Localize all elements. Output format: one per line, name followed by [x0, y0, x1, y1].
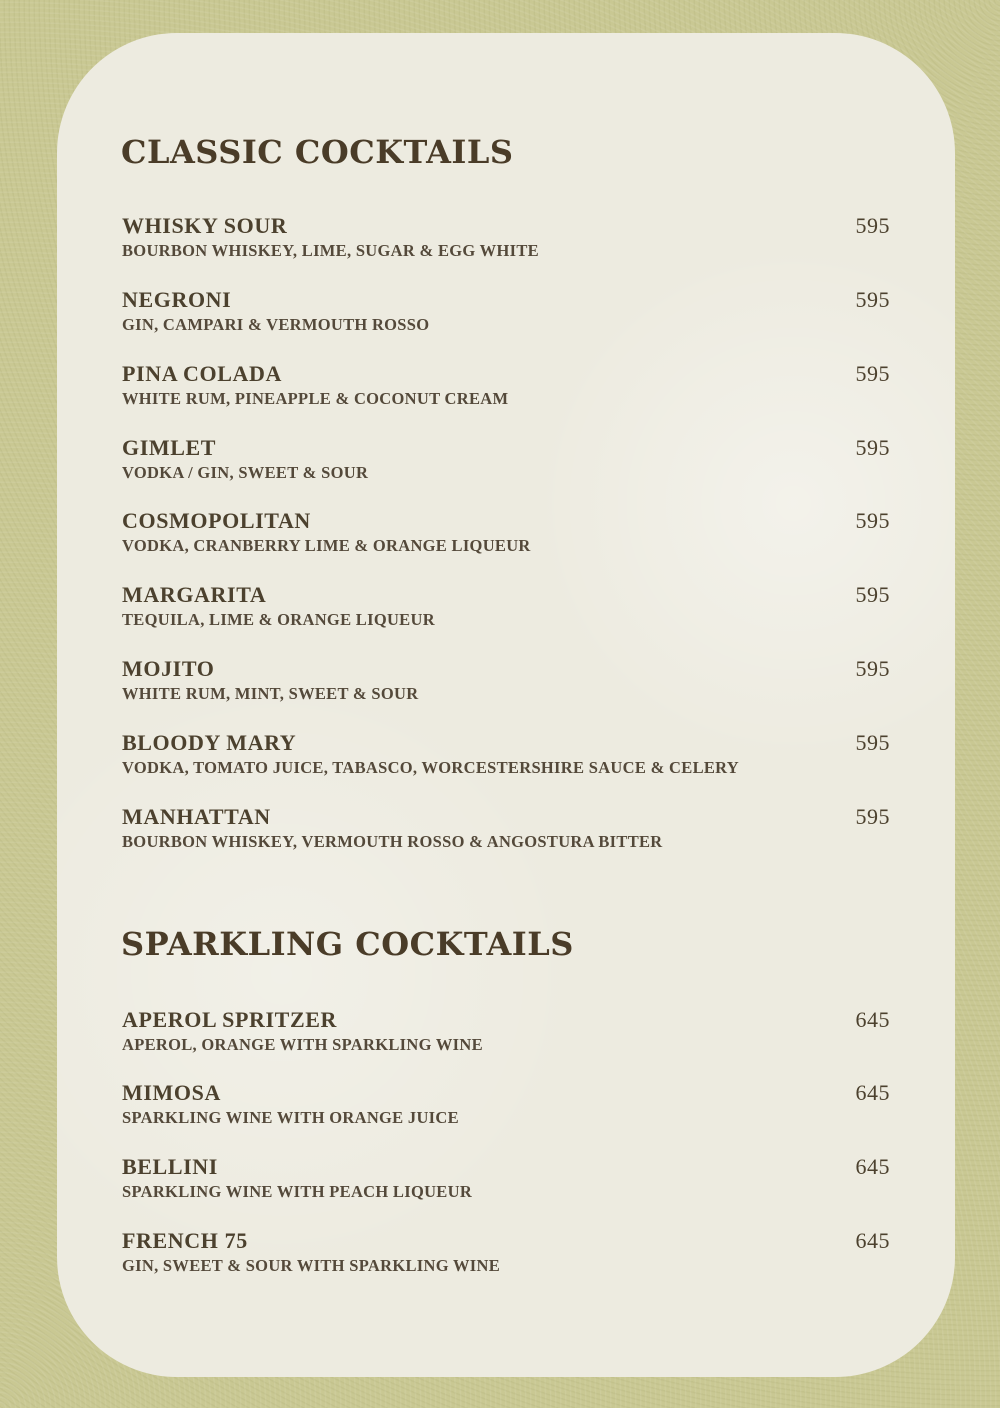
item-description: APEROL, ORANGE WITH SPARKLING WINE	[122, 1035, 483, 1054]
item-name: APEROL SPRITZER	[122, 1007, 337, 1032]
menu-item	[122, 287, 890, 341]
item-name: MARGARITA	[122, 582, 267, 607]
item-price: 645	[855, 1228, 890, 1253]
item-description: TEQUILA, LIME & ORANGE LIQUEUR	[122, 610, 435, 629]
menu-card	[57, 33, 955, 1377]
item-name: BELLINI	[122, 1154, 218, 1179]
menu-item	[122, 361, 890, 415]
item-name: WHISKY SOUR	[122, 213, 288, 238]
item-price: 595	[855, 804, 890, 829]
item-description: WHITE RUM, PINEAPPLE & COCONUT CREAM	[122, 389, 509, 408]
item-price: 595	[855, 656, 890, 681]
item-price: 595	[855, 435, 890, 460]
item-name: GIMLET	[122, 435, 217, 460]
item-name: MANHATTAN	[122, 804, 271, 829]
item-description: SPARKLING WINE WITH ORANGE JUICE	[122, 1108, 459, 1127]
item-description: BOURBON WHISKEY, VERMOUTH ROSSO & ANGOSTURA BITTER	[122, 832, 663, 851]
section-title-classic-cocktails: CLASSIC COCKTAILS	[121, 133, 514, 171]
item-name: COSMOPOLITAN	[122, 508, 311, 533]
item-description: GIN, CAMPARI & VERMOUTH ROSSO	[122, 315, 430, 334]
menu-item	[122, 213, 890, 267]
item-price: 645	[855, 1080, 890, 1105]
item-price: 595	[855, 213, 890, 238]
menu-item	[122, 804, 890, 858]
item-description: GIN, SWEET & SOUR WITH SPARKLING WINE	[122, 1256, 501, 1275]
item-name: BLOODY MARY	[122, 730, 297, 755]
menu-item	[122, 656, 890, 710]
menu-item	[122, 730, 890, 784]
menu-item	[122, 1080, 890, 1134]
menu-item	[122, 1228, 890, 1282]
menu-item	[122, 1007, 890, 1061]
item-price: 595	[855, 508, 890, 533]
item-description: BOURBON WHISKEY, LIME, SUGAR & EGG WHITE	[122, 241, 539, 260]
item-description: VODKA, TOMATO JUICE, TABASCO, WORCESTERSHIRE SAUCE & CELERY	[122, 758, 740, 777]
item-description: VODKA / GIN, SWEET & SOUR	[122, 463, 369, 482]
menu-item	[122, 582, 890, 636]
item-description: SPARKLING WINE WITH PEACH LIQUEUR	[122, 1182, 473, 1201]
menu-item	[122, 1154, 890, 1208]
item-price: 595	[855, 730, 890, 755]
section-title-sparkling-cocktails: SPARKLING COCKTAILS	[121, 925, 574, 963]
item-price: 645	[855, 1154, 890, 1179]
item-name: FRENCH 75	[122, 1228, 248, 1253]
item-price: 595	[855, 582, 890, 607]
menu-item	[122, 435, 890, 489]
item-price: 595	[855, 361, 890, 386]
item-name: PINA COLADA	[122, 361, 282, 386]
menu-item	[122, 508, 890, 562]
item-name: MIMOSA	[122, 1080, 221, 1105]
item-description: VODKA, CRANBERRY LIME & ORANGE LIQUEUR	[122, 536, 531, 555]
item-description: WHITE RUM, MINT, SWEET & SOUR	[122, 684, 419, 703]
item-name: MOJITO	[122, 656, 215, 681]
item-price: 595	[855, 287, 890, 312]
item-price: 645	[855, 1007, 890, 1032]
item-name: NEGRONI	[122, 287, 232, 312]
